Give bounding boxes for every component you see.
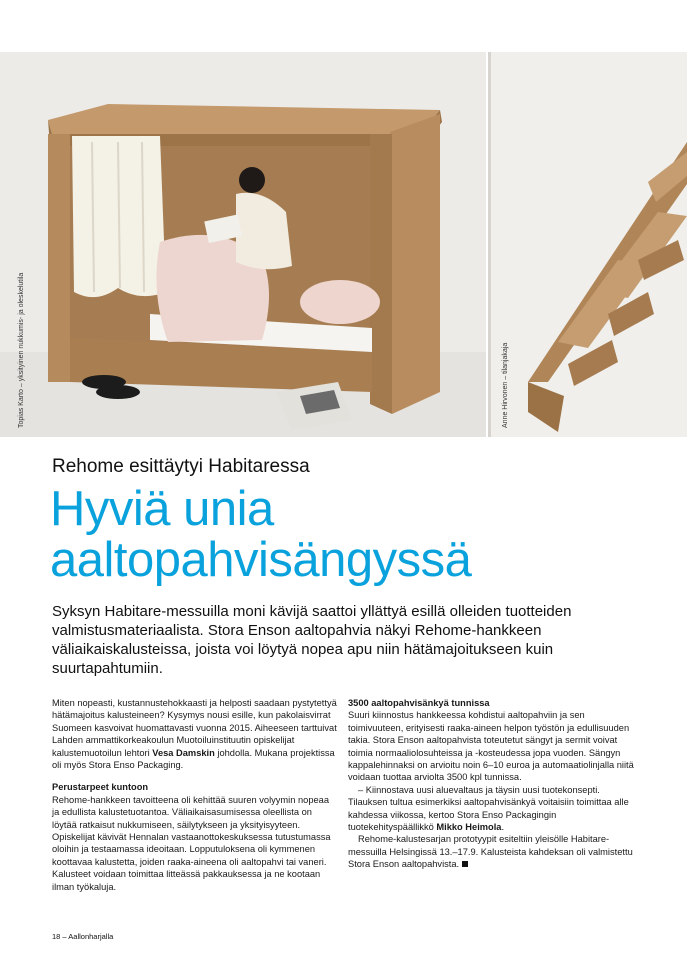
person-name: Mikko Heimola xyxy=(436,822,502,833)
photo-room-divider xyxy=(488,52,687,437)
body-column-1 xyxy=(52,697,337,893)
text-run: Rehome-kalustesarjan prototyypit esiteltiin yleisölle Habitare-messuilla Helsingissä 13.–17.9. Kalusteista kahdeksan oli valmistettu Stora Enson aaltopahvista. xyxy=(348,834,633,870)
text-run: johdolla. Mukana projektissa oli myös Stora Enso Packaging. xyxy=(52,747,335,771)
person-name: Vesa Damskin xyxy=(152,747,215,758)
text-run: – Kiinnostava uusi aluevaltaus ja täysin uusi tuotekonsepti. Tilauksen tultua esimerkiksi aaltopahvisänkyä voitaisiin toimittaa alle kahdessa viikossa, kertoo Stora Enso Packagingin tuotekehityspäällikkö xyxy=(348,784,629,833)
photo-credit-left: Topias Karto – yksityinen nukkumis- ja oleskelutila xyxy=(18,272,25,428)
body-column-2 xyxy=(348,697,638,871)
body-paragraph xyxy=(348,784,638,834)
article-lead: Syksyn Habitare-messuilla moni kävijä saattoi yllättyä esillä olleiden tuotteiden valmistusmateriaalista. Stora Enson aaltopahvia näkyi Rehome-hankkeen väliaikaiskalusteissa, joista voi löytyä nopea apu niin hätämajoitukseen kuin suurtapahtumiin. xyxy=(52,603,572,677)
body-paragraph xyxy=(348,833,638,870)
room-divider-illustration xyxy=(488,52,687,437)
subheading: Perustarpeet kuntoon xyxy=(52,782,149,793)
article-headline xyxy=(50,484,650,586)
body-paragraph: Rehome-hankkeen tavoitteena oli kehittää suuren volyymin nopeaa ja edullista kalustetuotantoa. Väliaikaisasumisessa oleellista on löytää ratkaisut nukkumiseen, säilytykseen ja yksityisyyteen. Opiskelijat kävivät Hennalan vastaanottokeskuksessa tutustumassa oloihin ja testaamassa ideoitaan. Lopputuloksena oli kymmenen koottavaa kalustetta, joiden raaka-aineena oli aaltopahvi tai vaneri. Kalusteet voidaan toimittaa litteässä pakkauksessa ja ne kootaan ilman työkaluja. xyxy=(52,794,331,892)
photo-credit-right: Anne Hirvonen – tilanjakaja xyxy=(502,342,509,428)
cardboard-bed-illustration xyxy=(0,52,486,437)
subheading: 3500 aaltopahvisänkyä tunnissa xyxy=(348,698,490,708)
headline-line-2: aaltopahvisängyssä xyxy=(50,533,472,587)
article-kicker: Rehome esittäytyi Habitaressa xyxy=(52,456,310,477)
headline-line-1: Hyviä unia xyxy=(50,482,274,536)
body-paragraph xyxy=(52,697,337,771)
photo-cardboard-bed xyxy=(0,52,486,437)
page-folio: 18 – Aallonharjalla xyxy=(52,932,114,941)
text-run: Miten nopeasti, kustannustehokkaasti ja helposti saadaan pystytettyä hätämajoitus kalusteineen? Kysymys nousi esille, kun pakolaisvirrat Suomeen kasvoivat huomattavasti vuonna 2015. Aiheeseen tarttuivat Lahden ammattikorkeakoulun Muotoiluinstituutin opiskelijat kalustemuotoilun lehtori xyxy=(52,698,337,758)
text-run: . xyxy=(501,822,505,833)
body-paragraph: Suuri kiinnostus hankkeessa kohdistui aaltopahviin ja sen toimivuuteen, erityisesti raaka-aineen helpon työstön ja edullisuuden takia. Stora Enson aaltopahvista toteutetut sängyt ja sermit voivat toimia normaaliolosuhteissa ja -kosteudessa jopa vuoden. Sängyn kappalehinnaksi on arvioitu noin 6–10 euroa ja automaatiolinjalla niitä voidaan tuottaa arviolta 3500 kpl tunnissa. xyxy=(348,710,634,783)
end-mark-icon xyxy=(462,861,468,867)
